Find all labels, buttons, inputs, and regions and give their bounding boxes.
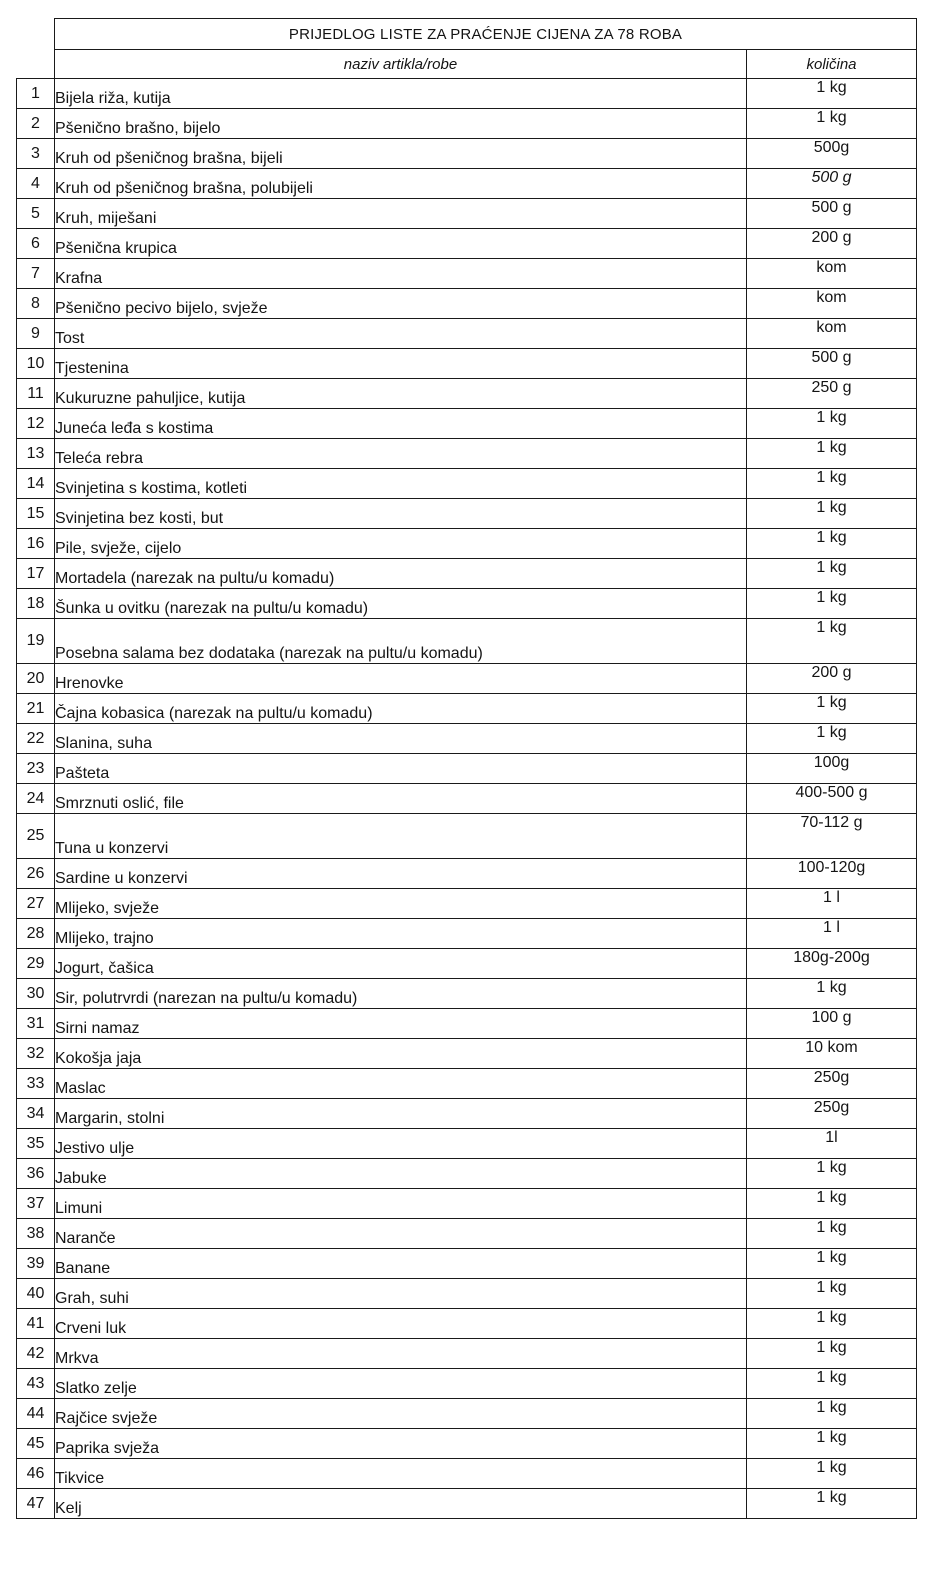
table-row	[17, 949, 917, 979]
table-row	[17, 259, 917, 289]
row-number: 12	[17, 409, 55, 439]
table-row	[17, 529, 917, 559]
row-number: 10	[17, 349, 55, 379]
item-quantity: 500 g	[747, 349, 917, 379]
table-row	[17, 409, 917, 439]
item-quantity: kom	[747, 319, 917, 349]
row-number: 1	[17, 79, 55, 109]
row-number: 4	[17, 169, 55, 199]
item-name: Kokošja jaja	[55, 1039, 747, 1069]
item-quantity: 70-112 g	[747, 814, 917, 859]
table-row	[17, 289, 917, 319]
item-name: Pšenično brašno, bijelo	[55, 109, 747, 139]
item-name: Tuna u konzervi	[55, 814, 747, 859]
item-quantity: 1 kg	[747, 1489, 917, 1519]
item-quantity: 1 kg	[747, 1279, 917, 1309]
item-quantity: 1 kg	[747, 1339, 917, 1369]
item-name: Posebna salama bez dodataka (narezak na pultu/u komadu)	[55, 619, 747, 664]
row-number: 25	[17, 814, 55, 859]
item-name: Mortadela (narezak na pultu/u komadu)	[55, 559, 747, 589]
row-number: 46	[17, 1459, 55, 1489]
row-number: 7	[17, 259, 55, 289]
item-name: Maslac	[55, 1069, 747, 1099]
table-row	[17, 439, 917, 469]
item-name: Slanina, suha	[55, 724, 747, 754]
table-row	[17, 589, 917, 619]
item-quantity: 1 l	[747, 919, 917, 949]
item-name: Šunka u ovitku (narezak na pultu/u komadu)	[55, 589, 747, 619]
item-quantity: 1 kg	[747, 409, 917, 439]
item-quantity: 180g-200g	[747, 949, 917, 979]
row-number: 31	[17, 1009, 55, 1039]
item-name: Naranče	[55, 1219, 747, 1249]
item-quantity: 1 kg	[747, 724, 917, 754]
row-number: 8	[17, 289, 55, 319]
item-name: Kruh, miješani	[55, 199, 747, 229]
item-quantity: 1 kg	[747, 1219, 917, 1249]
row-number: 14	[17, 469, 55, 499]
column-header-quantity: količina	[747, 50, 917, 79]
item-name: Sirni namaz	[55, 1009, 747, 1039]
table-row	[17, 784, 917, 814]
row-number: 43	[17, 1369, 55, 1399]
row-number: 39	[17, 1249, 55, 1279]
table-row	[17, 349, 917, 379]
item-name: Rajčice svježe	[55, 1399, 747, 1429]
row-number: 27	[17, 889, 55, 919]
row-number: 13	[17, 439, 55, 469]
table-row	[17, 1279, 917, 1309]
row-number: 15	[17, 499, 55, 529]
table-row	[17, 754, 917, 784]
row-number: 6	[17, 229, 55, 259]
table-body	[17, 79, 917, 1519]
table-row	[17, 1399, 917, 1429]
item-name: Sir, polutrvrdi (narezan na pultu/u komadu)	[55, 979, 747, 1009]
row-number: 16	[17, 529, 55, 559]
row-number: 17	[17, 559, 55, 589]
table-row	[17, 1489, 917, 1519]
item-name: Jogurt, čašica	[55, 949, 747, 979]
item-name: Hrenovke	[55, 664, 747, 694]
item-name: Krafna	[55, 259, 747, 289]
table-row	[17, 379, 917, 409]
row-number: 38	[17, 1219, 55, 1249]
table-row	[17, 724, 917, 754]
item-quantity: 200 g	[747, 664, 917, 694]
item-name: Slatko zelje	[55, 1369, 747, 1399]
item-name: Kelj	[55, 1489, 747, 1519]
table-row	[17, 559, 917, 589]
item-name: Kruh od pšeničnog brašna, bijeli	[55, 139, 747, 169]
row-number: 44	[17, 1399, 55, 1429]
table-row	[17, 1219, 917, 1249]
row-number: 11	[17, 379, 55, 409]
item-quantity: kom	[747, 289, 917, 319]
row-number: 28	[17, 919, 55, 949]
table-row	[17, 1309, 917, 1339]
row-number: 21	[17, 694, 55, 724]
item-quantity: 1 kg	[747, 529, 917, 559]
item-quantity: 1 kg	[747, 619, 917, 664]
row-number: 18	[17, 589, 55, 619]
item-name: Smrznuti oslić, file	[55, 784, 747, 814]
item-name: Pšenična krupica	[55, 229, 747, 259]
item-quantity: 1 kg	[747, 1369, 917, 1399]
item-quantity: 500g	[747, 139, 917, 169]
item-quantity: 1 kg	[747, 79, 917, 109]
item-quantity: 250g	[747, 1099, 917, 1129]
table-row	[17, 229, 917, 259]
row-number: 35	[17, 1129, 55, 1159]
row-number: 45	[17, 1429, 55, 1459]
item-name: Banane	[55, 1249, 747, 1279]
row-number: 30	[17, 979, 55, 1009]
table-row	[17, 694, 917, 724]
table-row	[17, 1099, 917, 1129]
row-number: 41	[17, 1309, 55, 1339]
table-row	[17, 859, 917, 889]
row-number: 20	[17, 664, 55, 694]
table-row	[17, 1009, 917, 1039]
item-quantity: 1 kg	[747, 109, 917, 139]
item-quantity: 250g	[747, 1069, 917, 1099]
row-number: 47	[17, 1489, 55, 1519]
item-name: Tikvice	[55, 1459, 747, 1489]
table-row	[17, 1249, 917, 1279]
item-name: Tost	[55, 319, 747, 349]
item-name: Mrkva	[55, 1339, 747, 1369]
item-quantity: 1 kg	[747, 589, 917, 619]
item-name: Juneća leđa s kostima	[55, 409, 747, 439]
item-quantity: 10 kom	[747, 1039, 917, 1069]
item-name: Crveni luk	[55, 1309, 747, 1339]
item-name: Bijela riža, kutija	[55, 79, 747, 109]
item-name: Teleća rebra	[55, 439, 747, 469]
item-name: Pile, svježe, cijelo	[55, 529, 747, 559]
row-number: 36	[17, 1159, 55, 1189]
item-name: Limuni	[55, 1189, 747, 1219]
row-number: 3	[17, 139, 55, 169]
document-title: PRIJEDLOG LISTE ZA PRAĆENJE CIJENA ZA 78 ROBA	[55, 19, 917, 50]
item-quantity: 1 kg	[747, 1459, 917, 1489]
item-quantity: 1 l	[747, 889, 917, 919]
item-quantity: 1 kg	[747, 1309, 917, 1339]
item-quantity: 1 kg	[747, 1249, 917, 1279]
price-list-table	[16, 18, 917, 1519]
item-quantity: 1 kg	[747, 439, 917, 469]
table-row	[17, 979, 917, 1009]
table-row	[17, 199, 917, 229]
row-number: 26	[17, 859, 55, 889]
table-row	[17, 169, 917, 199]
item-name: Pašteta	[55, 754, 747, 784]
item-quantity: 1 kg	[747, 469, 917, 499]
table-row	[17, 1339, 917, 1369]
item-quantity: 1 kg	[747, 1189, 917, 1219]
item-quantity: 200 g	[747, 229, 917, 259]
item-name: Kruh od pšeničnog brašna, polubijeli	[55, 169, 747, 199]
table-row	[17, 1129, 917, 1159]
row-number: 37	[17, 1189, 55, 1219]
row-number: 23	[17, 754, 55, 784]
item-quantity: 1 kg	[747, 1159, 917, 1189]
item-quantity: 1 kg	[747, 499, 917, 529]
table-row	[17, 1189, 917, 1219]
item-quantity: 1 kg	[747, 1399, 917, 1429]
column-header-name: naziv artikla/robe	[55, 50, 747, 79]
item-quantity: 1 kg	[747, 694, 917, 724]
item-quantity: 250 g	[747, 379, 917, 409]
item-name: Čajna kobasica (narezak na pultu/u komadu)	[55, 694, 747, 724]
table-row	[17, 1039, 917, 1069]
item-quantity: 100g	[747, 754, 917, 784]
item-name: Kukuruzne pahuljice, kutija	[55, 379, 747, 409]
row-number: 42	[17, 1339, 55, 1369]
row-number: 9	[17, 319, 55, 349]
table-row	[17, 139, 917, 169]
table-row	[17, 79, 917, 109]
row-number: 2	[17, 109, 55, 139]
item-quantity: 1 kg	[747, 979, 917, 1009]
blank-cell	[17, 19, 55, 50]
item-name: Jestivo ulje	[55, 1129, 747, 1159]
table-row	[17, 1069, 917, 1099]
item-name: Tjestenina	[55, 349, 747, 379]
item-name: Mlijeko, trajno	[55, 919, 747, 949]
row-number: 34	[17, 1099, 55, 1129]
row-number: 19	[17, 619, 55, 664]
item-quantity: kom	[747, 259, 917, 289]
item-quantity: 500 g	[747, 169, 917, 199]
table-row	[17, 664, 917, 694]
table-row	[17, 1369, 917, 1399]
blank-cell	[17, 50, 55, 79]
item-quantity: 100 g	[747, 1009, 917, 1039]
row-number: 29	[17, 949, 55, 979]
item-name: Jabuke	[55, 1159, 747, 1189]
item-quantity: 100-120g	[747, 859, 917, 889]
table-row	[17, 1459, 917, 1489]
table-row	[17, 1429, 917, 1459]
row-number: 5	[17, 199, 55, 229]
item-quantity: 1 kg	[747, 1429, 917, 1459]
item-name: Pšenično pecivo bijelo, svježe	[55, 289, 747, 319]
table-row	[17, 814, 917, 859]
title-row	[17, 19, 917, 50]
row-number: 32	[17, 1039, 55, 1069]
table-row	[17, 469, 917, 499]
item-quantity: 1l	[747, 1129, 917, 1159]
item-name: Svinjetina bez kosti, but	[55, 499, 747, 529]
table-row	[17, 919, 917, 949]
item-name: Margarin, stolni	[55, 1099, 747, 1129]
row-number: 40	[17, 1279, 55, 1309]
item-name: Svinjetina s kostima, kotleti	[55, 469, 747, 499]
item-name: Sardine u konzervi	[55, 859, 747, 889]
item-name: Paprika svježa	[55, 1429, 747, 1459]
table-row	[17, 109, 917, 139]
row-number: 33	[17, 1069, 55, 1099]
row-number: 24	[17, 784, 55, 814]
table-row	[17, 889, 917, 919]
table-row	[17, 319, 917, 349]
header-row	[17, 50, 917, 79]
item-name: Grah, suhi	[55, 1279, 747, 1309]
table-row	[17, 499, 917, 529]
item-quantity: 400-500 g	[747, 784, 917, 814]
item-quantity: 1 kg	[747, 559, 917, 589]
item-name: Mlijeko, svježe	[55, 889, 747, 919]
table-row	[17, 1159, 917, 1189]
table-row	[17, 619, 917, 664]
item-quantity: 500 g	[747, 199, 917, 229]
row-number: 22	[17, 724, 55, 754]
